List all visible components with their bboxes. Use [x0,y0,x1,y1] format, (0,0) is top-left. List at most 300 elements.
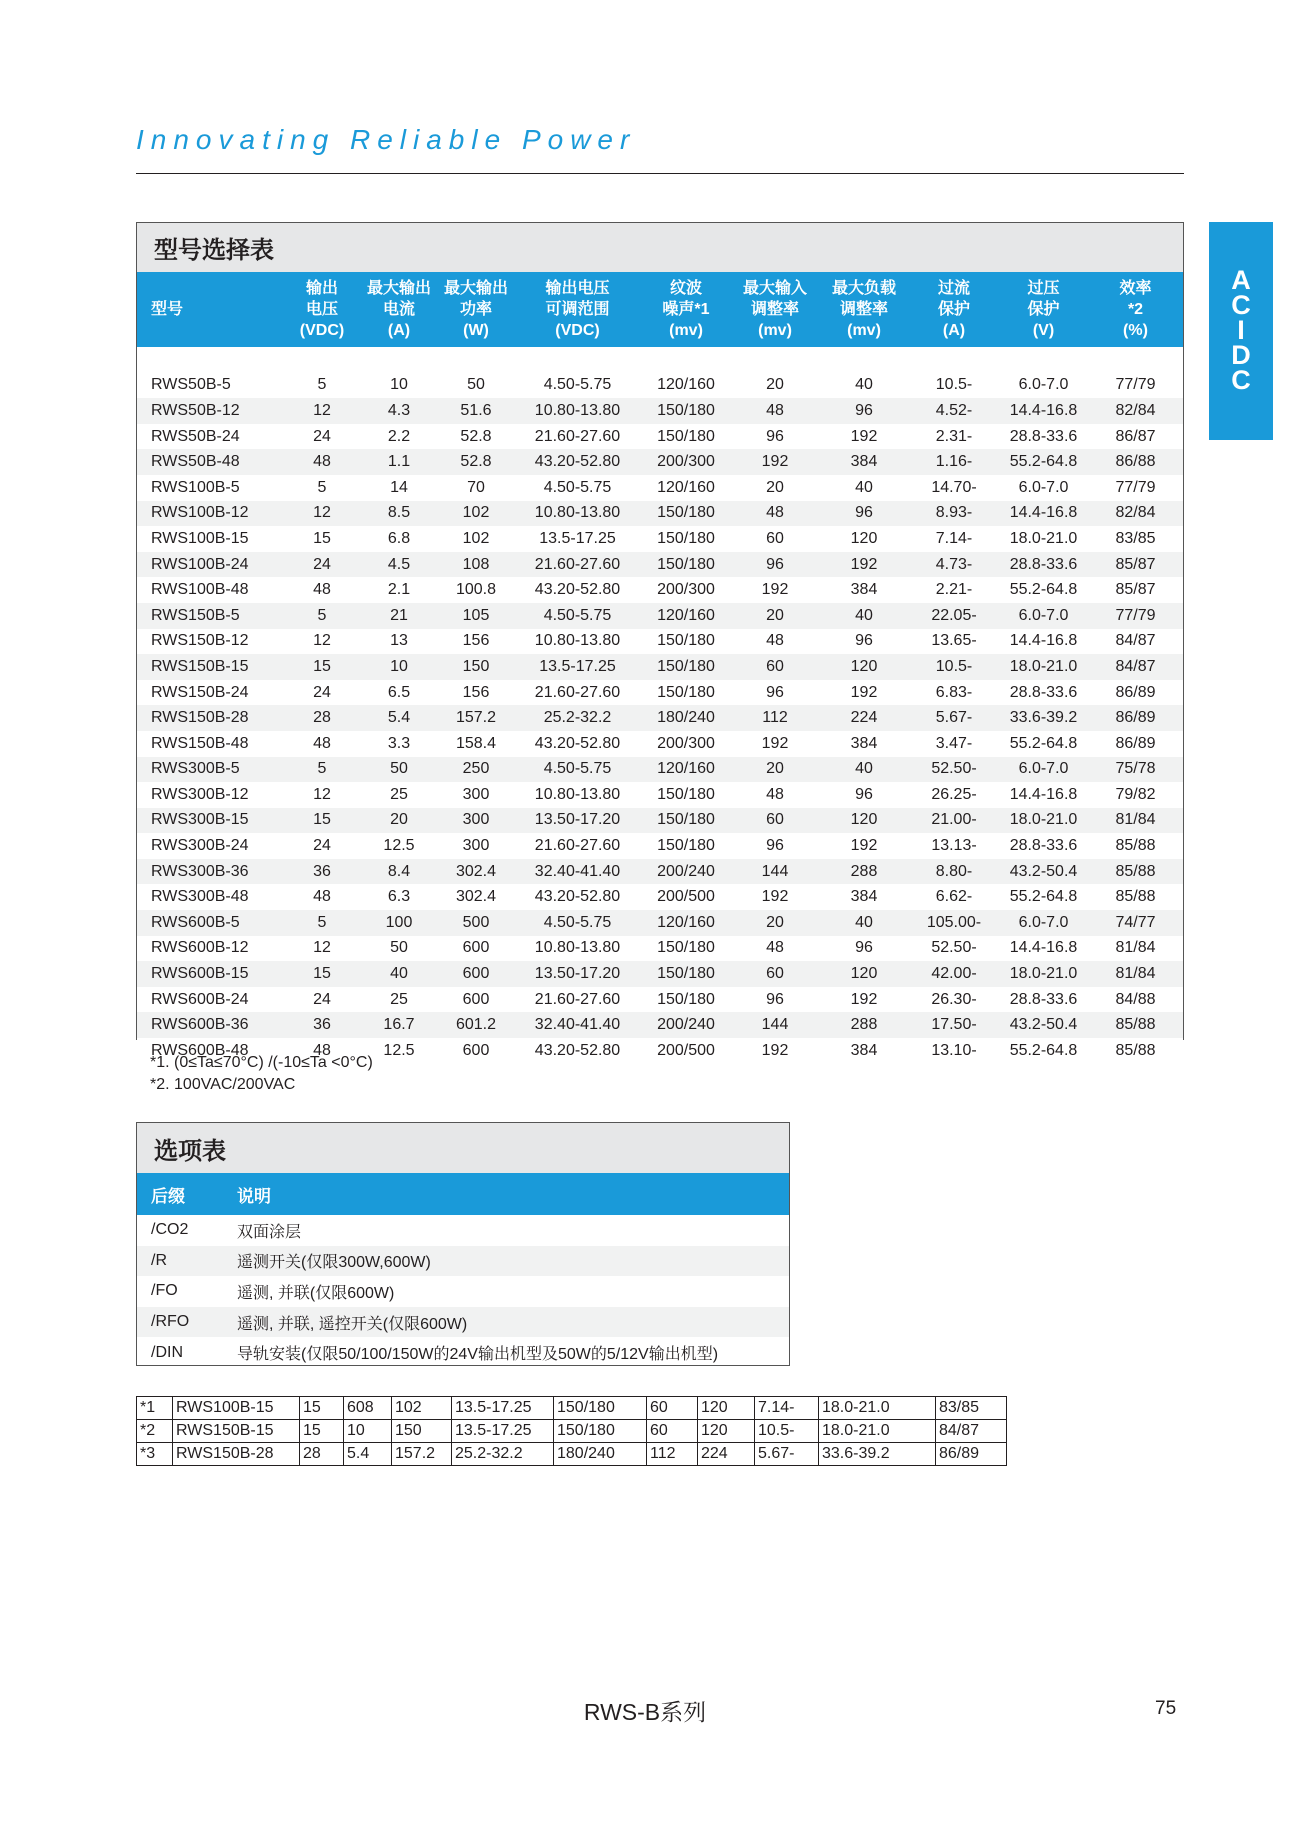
model-table-title: 型号选择表 [137,223,1183,272]
table-cell: 96 [855,632,873,650]
table-cell: 384 [850,888,878,906]
table-cell: 60 [766,965,784,983]
table-row [137,424,1183,450]
table-cell: 48 [313,581,331,599]
table-cell: 18.0-21.0 [1009,657,1078,675]
category-letter: D [1231,340,1251,370]
table-cell: 24 [313,990,331,1008]
table-cell: 43.2-50.4 [1009,1016,1078,1034]
table-cell: 55.2-64.8 [1009,888,1078,906]
table-cell: 10.5- [755,1420,819,1443]
column-header [731,272,819,347]
column-header-line: (V) [1032,322,1055,339]
model-name-cell: RWS50B-48 [151,453,240,471]
table-cell: 5.67- [755,1443,819,1466]
table-row [137,1443,1007,1466]
table-cell: 112 [762,709,788,727]
table-cell: 150/180 [657,555,715,573]
table-cell: 12.5 [383,837,415,855]
table-row [137,398,1183,424]
table-cell: 74/77 [1115,913,1156,931]
table-cell: 43.20-52.80 [534,1041,621,1059]
table-cell: 40 [855,913,873,931]
column-header-line: (mv) [758,322,792,339]
table-cell: 84/87 [1115,657,1156,675]
category-letter: C [1231,365,1251,395]
table-cell: 150/180 [554,1397,647,1420]
model-name-cell: RWS300B-15 [151,811,249,829]
model-table [137,272,1183,1064]
table-cell: 120 [850,657,878,675]
spacer-cell [137,347,1183,373]
table-cell: 60 [647,1420,698,1443]
table-cell: 13.50-17.20 [534,811,621,829]
table-row [137,629,1183,655]
table-cell: 192 [850,555,878,573]
table-cell: 21.60-27.60 [534,427,621,445]
table-cell: 86/89 [1115,709,1156,727]
table-cell: 96 [766,990,784,1008]
table-cell: 82/84 [1115,401,1156,419]
table-cell: 384 [850,581,878,599]
table-cell: 4.50-5.75 [543,606,612,624]
table-cell: 500 [462,913,490,931]
table-cell: 60 [766,657,784,675]
table-cell: 43.20-52.80 [534,734,621,752]
top-rule [136,173,1184,174]
column-header-line: (VDC) [555,322,600,339]
table-cell: 96 [766,683,784,701]
table-cell: 81/84 [1115,939,1156,957]
table-cell: 86/89 [936,1443,1007,1466]
column-header: 后缀 [151,1186,185,1206]
table-cell: 15 [300,1420,344,1443]
model-table-panel [136,222,1184,1059]
table-cell: 70 [467,478,485,496]
table-cell: 18.0-21.0 [1009,811,1078,829]
table-cell: 180/240 [657,709,715,727]
table-cell: 13.5-17.25 [539,529,616,547]
model-name-cell: RWS150B-48 [151,734,249,752]
table-cell: 55.2-64.8 [1009,581,1078,599]
table-cell: 13.10- [931,1041,977,1059]
table-cell: 2.2 [387,427,411,445]
table-cell: 13 [390,632,408,650]
table-cell: 4.3 [387,401,411,419]
table-cell: 48 [766,785,784,803]
table-row [137,449,1183,475]
table-cell: 105.00- [926,913,982,931]
table-cell: 300 [462,837,490,855]
table-cell: 75/78 [1115,760,1156,778]
table-cell: 24 [313,683,331,701]
table-cell: 12 [313,632,331,650]
table-row [137,961,1183,987]
table-row [137,501,1183,527]
table-cell: 48 [313,453,331,471]
table-cell: 8.93- [935,504,973,522]
table-cell: 17.50- [931,1016,977,1034]
table-row [137,1337,789,1368]
table-cell: 8.4 [387,862,411,880]
table-cell: 6.0-7.0 [1018,376,1069,394]
model-name-cell: RWS50B-12 [151,401,240,419]
table-row [137,910,1183,936]
table-cell: 12 [313,401,331,419]
table-cell: 6.83- [935,683,973,701]
table-cell: 150/180 [657,657,715,675]
column-header-line: 调整率 [839,301,888,318]
table-cell: 5.4 [344,1443,392,1466]
table-cell: 21 [390,606,408,624]
table-cell: 48 [766,939,784,957]
column-header: 说明 [237,1186,271,1206]
table-row [137,680,1183,706]
table-cell: 10 [344,1420,392,1443]
table-cell: 60 [766,811,784,829]
column-header-line: (W) [463,322,489,339]
table-cell: 1.16- [935,453,973,471]
table-cell: 86/88 [1115,453,1156,471]
table-cell: 40 [390,965,408,983]
table-cell: 3.3 [387,734,411,752]
column-header [514,272,641,347]
table-cell: 150/180 [657,939,715,957]
options-table-header [137,1173,789,1215]
table-cell: 144 [761,862,789,880]
column-header [438,272,514,347]
table-cell: 81/84 [1115,811,1156,829]
column-header [360,272,438,347]
table-cell: 192 [850,427,878,445]
table-row [137,1397,1007,1420]
column-header-line: 输出 [305,280,338,297]
table-cell: 120 [850,965,878,983]
table-cell: 5.4 [387,709,411,727]
column-header-line: (A) [387,322,411,339]
category-letter: A [1231,265,1251,295]
table-cell: 6.5 [387,683,411,701]
table-row [137,808,1183,834]
table-cell: 150/180 [657,427,715,445]
footnotes [150,1052,373,1096]
table-cell: 43.20-52.80 [534,453,621,471]
table-cell: 8.5 [387,504,411,522]
table-cell: 77/79 [1115,478,1156,496]
suffix-cell: /DIN [151,1343,183,1361]
table-cell: 120/160 [657,478,715,496]
table-cell: 120 [698,1397,755,1420]
table-cell: 105 [462,606,490,624]
column-header-line: 最大输出 [443,280,508,297]
table-cell: 25 [390,785,408,803]
table-cell: 200/500 [657,888,715,906]
table-cell: 5 [317,913,327,931]
table-cell: 24 [313,555,331,573]
table-row [137,603,1183,629]
table-cell: 52.50- [931,939,977,957]
table-cell: 192 [761,888,789,906]
column-header [1088,272,1183,347]
table-cell: 28.8-33.6 [1009,990,1078,1008]
table-cell: 288 [850,1016,878,1034]
table-cell: 36 [313,1016,331,1034]
table-cell: 112 [647,1443,698,1466]
column-header-line: 纹波 [669,280,702,297]
table-row [137,1276,789,1307]
table-cell: 120/160 [657,913,715,931]
description-cell: 遥测, 并联(仅限600W) [237,1284,395,1302]
table-cell: 150/180 [657,811,715,829]
table-cell: 85/88 [1115,862,1156,880]
table-cell: 85/88 [1115,1016,1156,1034]
table-cell: 33.6-39.2 [1009,709,1078,727]
table-cell: 20 [766,760,784,778]
table-cell: 14.4-16.8 [1009,401,1078,419]
options-table-title: 选项表 [137,1123,789,1173]
table-cell: 25.2-32.2 [452,1443,554,1466]
table-cell: 6.3 [387,888,411,906]
table-cell: 100.8 [455,581,497,599]
model-table-header [137,272,1183,347]
table-cell: 288 [850,862,878,880]
column-header-line: (mv) [847,322,881,339]
table-row [137,1012,1183,1038]
table-cell: 150/180 [657,965,715,983]
options-table-panel [136,1122,790,1366]
table-cell: RWS100B-15 [173,1397,300,1420]
table-cell: 13.50-17.20 [534,965,621,983]
table-row [137,1246,789,1277]
table-cell: 7.14- [935,529,973,547]
model-name-cell: RWS100B-12 [151,504,249,522]
model-name-cell: RWS150B-28 [151,709,249,727]
table-cell: 2.21- [935,581,973,599]
table-cell: 120 [698,1420,755,1443]
table-cell: 86/87 [1115,427,1156,445]
table-cell: 12 [313,785,331,803]
table-cell: 13.13- [931,837,977,855]
table-cell: 2.31- [935,427,973,445]
table-cell: 192 [761,1041,789,1059]
table-cell: 86/89 [1115,734,1156,752]
description-cell: 双面涂层 [237,1223,302,1241]
column-header-line: 电压 [305,301,338,318]
description-cell: 遥测开关(仅限300W,600W) [237,1254,431,1272]
table-cell: 150/180 [657,632,715,650]
table-cell: 5.67- [935,709,973,727]
table-cell: 84/88 [1115,990,1156,1008]
table-cell: 96 [766,427,784,445]
table-cell: 96 [766,837,784,855]
table-cell: 3.47- [935,734,973,752]
table-cell: 77/79 [1115,376,1156,394]
model-name-cell: RWS50B-24 [151,427,240,445]
table-cell: 15 [313,965,331,983]
table-cell: 302.4 [455,888,497,906]
table-row [137,1307,789,1338]
table-cell: 96 [855,785,873,803]
table-row [137,475,1183,501]
column-header-line: 过流 [937,280,970,297]
table-cell: 10.5- [935,376,973,394]
table-cell: RWS150B-28 [173,1443,300,1466]
table-cell: 28.8-33.6 [1009,555,1078,573]
table-row [137,1420,1007,1443]
table-cell: 55.2-64.8 [1009,453,1078,471]
column-header-line: 型号 [151,301,184,318]
column-header [999,272,1088,347]
table-row [137,654,1183,680]
table-cell: 48 [313,888,331,906]
table-cell: 1.1 [387,453,411,471]
column-header-line: 最大输出 [366,280,431,297]
table-cell: 4.50-5.75 [543,376,612,394]
table-cell: 5 [317,478,327,496]
table-cell: 14.4-16.8 [1009,504,1078,522]
table-cell: 15 [313,529,331,547]
table-cell: 42.00- [931,965,977,983]
column-header-line: (mv) [669,322,703,339]
table-cell: 48 [766,632,784,650]
table-cell: 20 [766,606,784,624]
model-name-cell: RWS600B-48 [151,1041,249,1059]
table-cell: 18.0-21.0 [1009,965,1078,983]
table-cell: 600 [462,965,490,983]
footnote: *1. (0≤Ta≤70°C) /(-10≤Ta <0°C) [150,1054,373,1071]
table-cell: 32.40-41.40 [534,862,621,880]
table-row [137,705,1183,731]
table-cell: 10.80-13.80 [534,401,621,419]
table-cell: 102 [462,529,490,547]
table-cell: 81/84 [1115,965,1156,983]
table-cell: 192 [761,734,789,752]
column-header-line: 最大负载 [831,280,896,297]
table-cell: 200/300 [657,581,715,599]
table-cell: 60 [647,1397,698,1420]
table-cell: 150/180 [554,1420,647,1443]
column-header-line: 噪声*1 [662,301,710,318]
table-row [137,552,1183,578]
table-cell: 384 [850,734,878,752]
table-cell: 85/87 [1115,581,1156,599]
model-name-cell: RWS600B-36 [151,1016,249,1034]
table-cell: 24 [313,837,331,855]
table-cell: 192 [761,453,789,471]
table-cell: 108 [462,555,490,573]
column-header [137,272,284,347]
column-header [819,272,909,347]
table-row [137,782,1183,808]
table-cell: 150/180 [657,504,715,522]
table-cell: 28.8-33.6 [1009,427,1078,445]
table-cell: 224 [850,709,878,727]
table-cell: 20 [766,478,784,496]
table-cell: 224 [698,1443,755,1466]
table-cell: 120 [850,529,878,547]
table-cell: 15 [300,1397,344,1420]
model-name-cell: RWS100B-5 [151,478,240,496]
category-letter: C [1231,290,1251,320]
column-header [641,272,731,347]
suffix-cell: /FO [151,1282,178,1300]
table-cell: 51.6 [460,401,492,419]
table-row [137,526,1183,552]
table-cell: 40 [855,376,873,394]
table-cell: 300 [462,785,490,803]
table-cell: 83/85 [1115,529,1156,547]
table-cell: 120 [850,811,878,829]
table-cell: 50 [467,376,485,394]
table-cell: 156 [462,632,490,650]
table-cell: 5 [317,376,327,394]
table-cell: 6.8 [387,529,411,547]
table-cell: 77/79 [1115,606,1156,624]
table-cell: 25.2-32.2 [543,709,612,727]
table-cell: 4.50-5.75 [543,913,612,931]
table-cell: RWS150B-15 [173,1420,300,1443]
table-cell: 85/88 [1115,1041,1156,1059]
table-cell: 250 [462,760,490,778]
table-cell: 5 [317,606,327,624]
table-cell: 200/300 [657,734,715,752]
table-cell: 150/180 [657,990,715,1008]
model-name-cell: RWS300B-24 [151,837,249,855]
column-header [909,272,999,347]
table-cell: 10.80-13.80 [534,632,621,650]
table-row [137,577,1183,603]
table-cell: 200/240 [657,1016,715,1034]
options-table [137,1173,789,1368]
table-cell: 48 [766,401,784,419]
table-cell: 52.50- [931,760,977,778]
table-cell: 13.65- [931,632,977,650]
table-cell: 302.4 [455,862,497,880]
table-cell: 18.0-21.0 [819,1420,936,1443]
table-cell: 157.2 [455,709,497,727]
table-cell: 48 [766,504,784,522]
table-cell: 55.2-64.8 [1009,1041,1078,1059]
category-tab [1209,222,1273,440]
table-cell: 50 [390,939,408,957]
column-header-line: 可调范围 [545,301,610,318]
table-cell: 40 [855,606,873,624]
model-name-cell: RWS300B-5 [151,760,240,778]
table-cell: 150/180 [657,837,715,855]
model-name-cell: RWS300B-36 [151,862,249,880]
table-cell: 12.5 [383,1041,415,1059]
table-cell: 14.4-16.8 [1009,632,1078,650]
model-name-cell: RWS150B-12 [151,632,249,650]
table-cell: 120/160 [657,376,715,394]
table-cell: 86/89 [1115,683,1156,701]
column-header-line: (%) [1123,322,1148,339]
column-header-line: 调整率 [750,301,799,318]
table-cell: 300 [462,811,490,829]
table-cell: 52.8 [460,453,492,471]
table-cell: 28.8-33.6 [1009,837,1078,855]
table-cell: 20 [766,376,784,394]
table-cell: 4.50-5.75 [543,760,612,778]
table-row [137,757,1183,783]
table-cell: 4.5 [387,555,411,573]
table-cell: 8.80- [935,862,973,880]
table-cell: 6.0-7.0 [1018,478,1069,496]
table-cell: 52.8 [460,427,492,445]
table-cell: *1 [137,1397,173,1420]
table-cell: 96 [855,939,873,957]
footnote: *2. 100VAC/200VAC [150,1076,296,1093]
